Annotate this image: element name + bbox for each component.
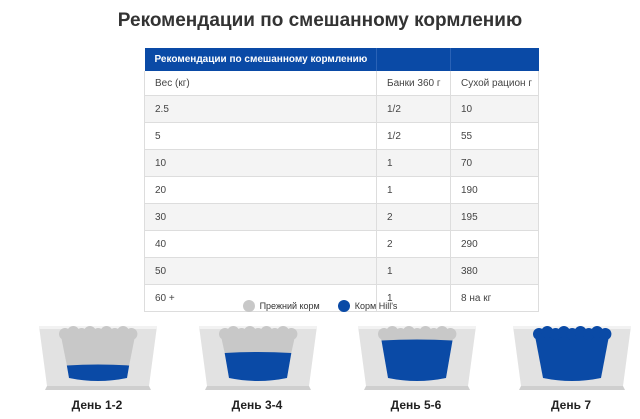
old-food-layer bbox=[378, 326, 456, 341]
bowl-base bbox=[364, 386, 470, 390]
legend-label-old-food: Прежний корм bbox=[259, 301, 320, 311]
stage-label-day-3-4: День 3-4 bbox=[231, 398, 283, 412]
legend-item-hills-food bbox=[338, 300, 398, 312]
table-row bbox=[145, 231, 539, 258]
cell-dry: 8 на кг bbox=[451, 285, 539, 312]
cell-weight: 30 bbox=[145, 204, 377, 231]
gray-dot-icon bbox=[243, 300, 255, 312]
food-bowl-icon bbox=[507, 320, 637, 392]
bowl-base bbox=[45, 386, 151, 390]
table-row bbox=[145, 258, 539, 285]
cell-cans: 1 bbox=[377, 258, 451, 285]
legend-item-old-food bbox=[243, 300, 320, 312]
old-food-layer bbox=[219, 326, 297, 353]
cell-weight: 50 bbox=[145, 258, 377, 285]
bowl-base bbox=[519, 386, 625, 390]
page-title: Рекомендации по смешанному кормлению bbox=[117, 10, 523, 31]
blue-dot-icon bbox=[338, 300, 350, 312]
legend-label-hills-food: Корм Hill's bbox=[354, 301, 398, 311]
table-row bbox=[145, 96, 539, 123]
table-row bbox=[145, 150, 539, 177]
cell-dry: 195 bbox=[451, 204, 539, 231]
bowl-base bbox=[205, 386, 311, 390]
table-row bbox=[145, 204, 539, 231]
column-header-dry: Сухой рацион г bbox=[451, 71, 539, 96]
old-food-layer bbox=[59, 326, 137, 366]
food-bowl-icon bbox=[33, 320, 163, 392]
column-header-cans: Банки 360 г bbox=[377, 71, 451, 96]
table-header-row bbox=[145, 71, 539, 96]
transition-bowls bbox=[0, 320, 640, 419]
cell-dry: 70 bbox=[451, 150, 539, 177]
cell-cans: 1 bbox=[377, 285, 451, 312]
cell-dry: 290 bbox=[451, 231, 539, 258]
hills-food-layer bbox=[533, 326, 611, 381]
cell-dry: 10 bbox=[451, 96, 539, 123]
cell-dry: 55 bbox=[451, 123, 539, 150]
table-banner-spacer bbox=[451, 48, 539, 71]
cell-cans: 1/2 bbox=[377, 123, 451, 150]
cell-weight: 60 + bbox=[145, 285, 377, 312]
hills-food-layer bbox=[67, 365, 129, 382]
cell-dry: 380 bbox=[451, 258, 539, 285]
cell-weight: 40 bbox=[145, 231, 377, 258]
cell-weight: 5 bbox=[145, 123, 377, 150]
cell-weight: 2.5 bbox=[145, 96, 377, 123]
cell-cans: 1 bbox=[377, 177, 451, 204]
table-row bbox=[145, 123, 539, 150]
stage-label-day-7: День 7 bbox=[550, 398, 591, 412]
table-banner: Рекомендации по смешанному кормлению bbox=[145, 48, 377, 71]
stage-label-day-1-2: День 1-2 bbox=[71, 398, 123, 412]
food-bowl-icon bbox=[193, 320, 323, 392]
food-legend bbox=[0, 300, 640, 312]
food-bowl-icon bbox=[352, 320, 482, 392]
stage-label-day-5-6: День 5-6 bbox=[390, 398, 442, 412]
table-banner-row bbox=[145, 48, 539, 71]
table-banner-spacer bbox=[377, 48, 451, 71]
cell-weight: 20 bbox=[145, 177, 377, 204]
table-row bbox=[145, 177, 539, 204]
hills-food-layer bbox=[225, 352, 292, 381]
hills-food-layer bbox=[381, 340, 452, 382]
feeding-table bbox=[144, 48, 539, 312]
column-header-weight: Вес (кг) bbox=[145, 71, 377, 96]
cell-cans: 2 bbox=[377, 231, 451, 258]
cell-cans: 1/2 bbox=[377, 96, 451, 123]
cell-cans: 1 bbox=[377, 150, 451, 177]
cell-cans: 2 bbox=[377, 204, 451, 231]
cell-dry: 190 bbox=[451, 177, 539, 204]
cell-weight: 10 bbox=[145, 150, 377, 177]
